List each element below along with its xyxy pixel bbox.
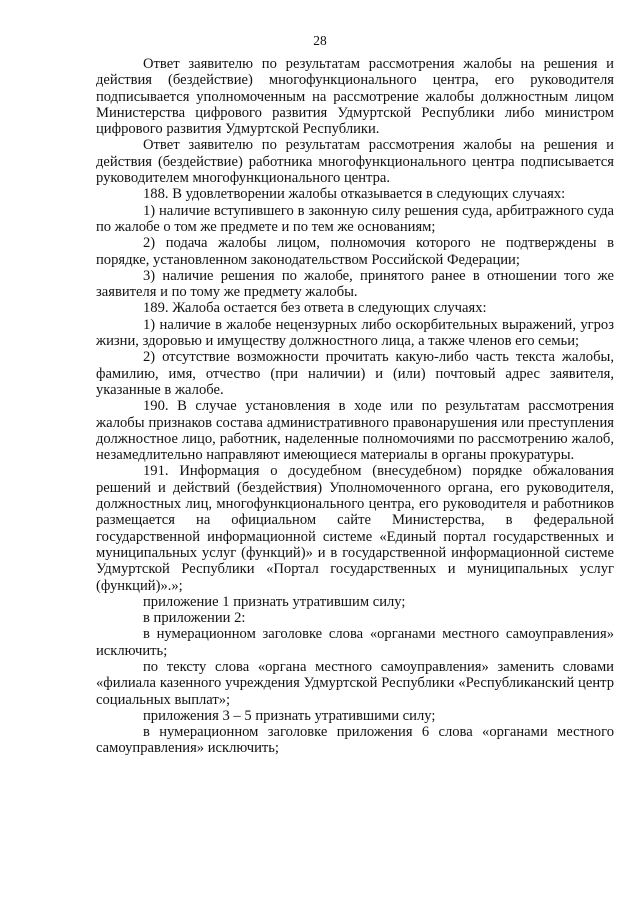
- page-number: 28: [313, 33, 327, 48]
- paragraph-appendix-1: приложение 1 признать утратившим силу;: [143, 593, 406, 610]
- document-body: [96, 56, 614, 757]
- paragraph-appendix-2-text: по тексту слова «органа местного самоуправления» заменить словами «филиала казенного учреждения Удмуртской Республики «Республиканский центр социальных выплат»;: [96, 658, 614, 708]
- paragraph-190: 190. В случае установления в ходе или по результатам рассмотрения жалобы признаков состава административного правонарушения или преступления должностное лицо, работник, наделенные полномочиями по рассмотрению жалоб, незамедлительно направляют имеющиеся материалы в органы прокуратуры.: [96, 398, 614, 464]
- paragraph-appendix-6-heading: в нумерационном заголовке приложения 6 слова «органами местного самоуправления» исключить;: [96, 724, 614, 757]
- paragraph-appendix-3-5: приложения 3 – 5 признать утратившими силу;: [143, 707, 436, 724]
- paragraph-189-item-2: 2) отсутствие возможности прочитать какую-либо часть текста жалобы, фамилию, имя, отчество (при наличии) и (или) почтовый адрес заявителя, указанные в жалобе.: [96, 349, 614, 398]
- paragraph-mfc-worker-response: Ответ заявителю по результатам рассмотрения жалобы на решения и действия (бездействие) работника многофункционального центра подписывается руководителем многофункционального центра.: [96, 137, 614, 187]
- paragraph-appendix-2: в приложении 2:: [143, 610, 246, 627]
- paragraph-189: 189. Жалоба остается без ответа в следующих случаях:: [143, 300, 487, 317]
- paragraph-188-item-3: 3) наличие решения по жалобе, принятого ранее в отношении того же заявителя и по тому же предмету жалобы.: [96, 267, 614, 301]
- paragraph-188-item-1: 1) наличие вступившего в законную силу решения суда, арбитражного суда по жалобе о том же предмете и по тем же основаниям;: [96, 202, 614, 235]
- paragraph-188: 188. В удовлетворении жалобы отказывается в следующих случаях:: [143, 186, 566, 203]
- paragraph-188-item-2: 2) подача жалобы лицом, полномочия которого не подтверждены в порядке, установленном законодательством Российской Федерации;: [96, 235, 614, 268]
- paragraph-appendix-2-heading: в нумерационном заголовке слова «органами местного самоуправления» исключить;: [96, 626, 614, 659]
- paragraph-191: 191. Информация о досудебном (внесудебном) порядке обжалования решений и действий (бездействия) Уполномоченного органа, его руководителя, должностных лиц, многофункционального центра, его руководителя и работников размещается на официальном сайте Министерства, в федеральной государственной информационной системе «Единый портал государственных и муниципальных услуг (функций)» и в государственной информационной системе Удмуртской Республики «Портал государственных и муниципальных услуг (функций)».»;: [96, 463, 614, 594]
- paragraph-mfc-head-response: Ответ заявителю по результатам рассмотрения жалобы на решения и действия (бездействие) многофункционального центра, его руководителя подписывается уполномоченным на рассмотрение жалобы должностным лицом Министерства цифрового развития Удмуртской Республики либо министром цифрового развития Удмуртской Республики.: [96, 56, 614, 138]
- paragraph-189-item-1: 1) наличие в жалобе нецензурных либо оскорбительных выражений, угроз жизни, здоровью и имуществу должностного лица, а также членов его семьи;: [96, 316, 614, 350]
